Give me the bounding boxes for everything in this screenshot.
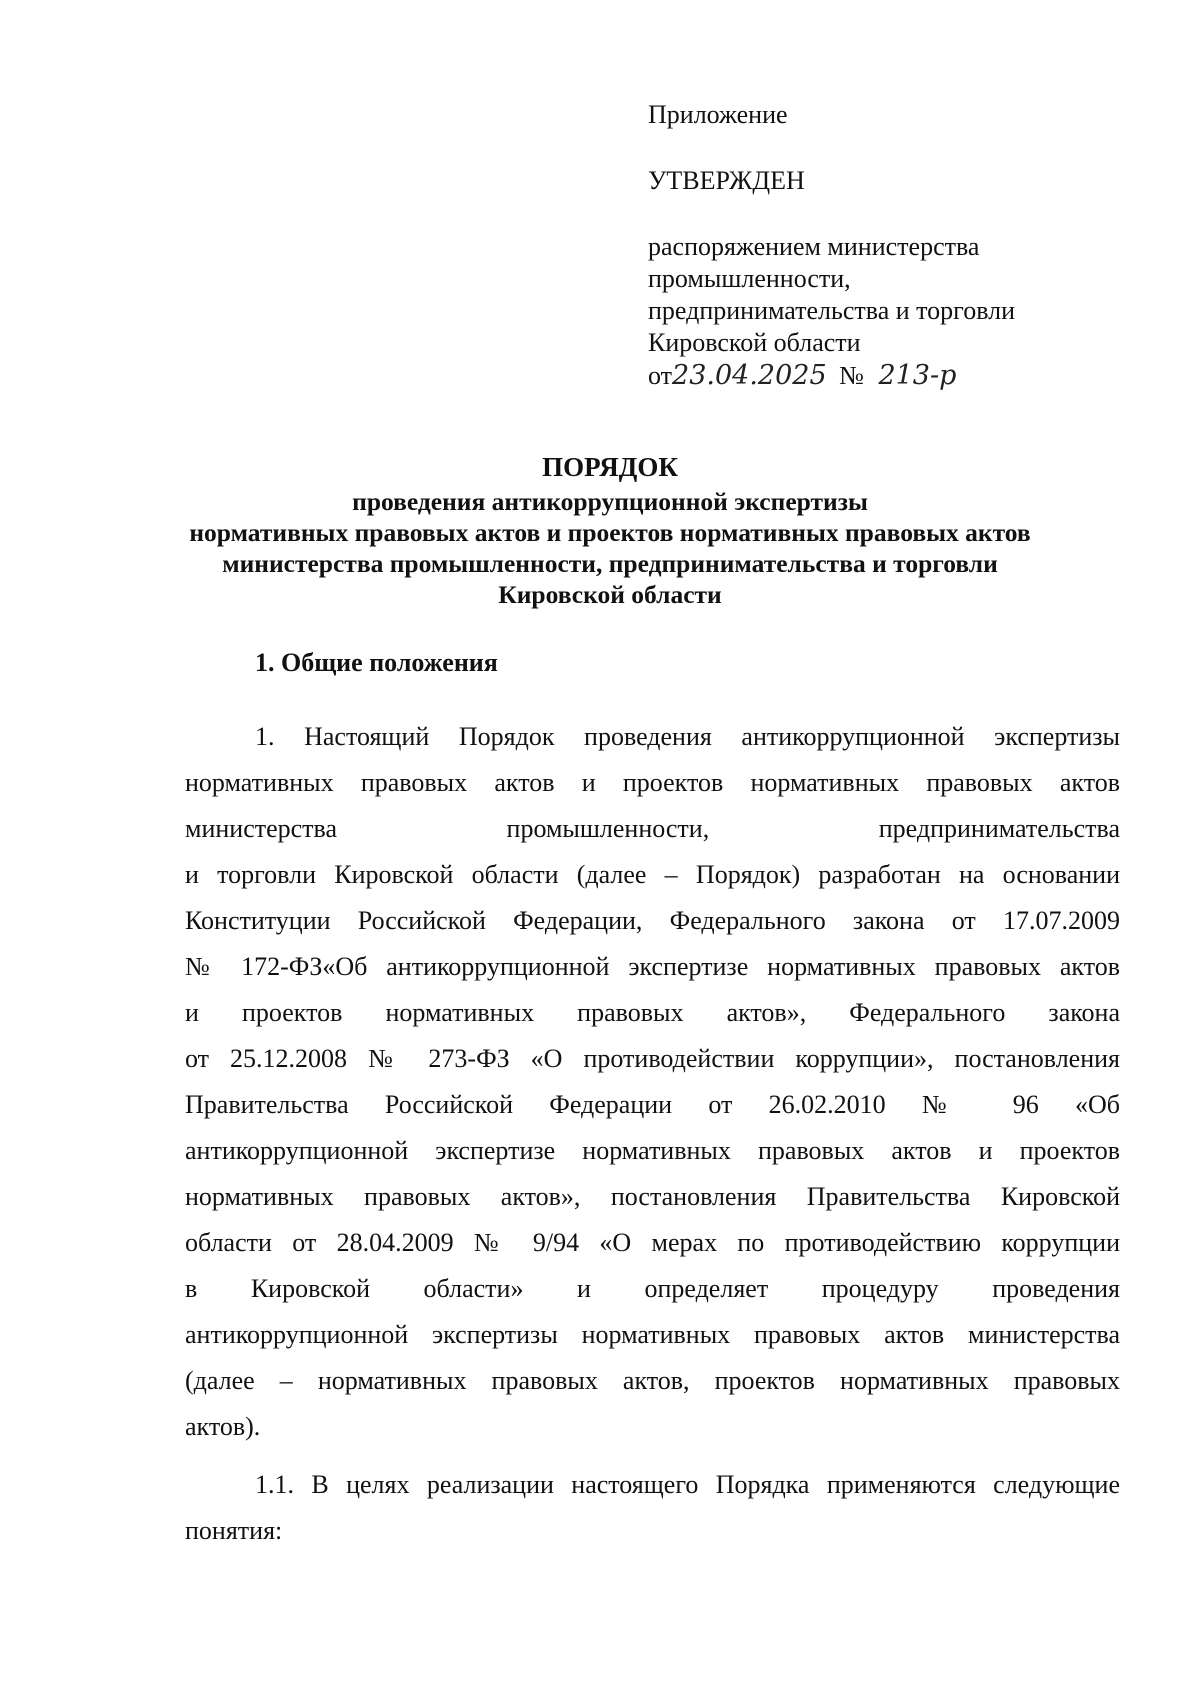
paragraph-1-line: антикоррупционной экспертизе нормативных правовых актов и проектов [185,1136,1120,1165]
section-heading: 1. Общие положения [255,648,498,677]
paragraph-1-line: (далее – нормативных правовых актов, проектов нормативных правовых [185,1366,1120,1395]
paragraph-1-line: нормативных правовых актов и проектов нормативных правовых актов [185,768,1120,797]
title-line-3: министерства промышленности, предпринимательства и торговли [222,549,998,578]
date-prefix: от [648,361,673,390]
paragraph-1-line: и торговли Кировской области (далее – Порядок) разработан на основании [185,860,1120,889]
handwritten-date: 23.04.2025 [672,360,827,391]
title-main: ПОРЯДОК [542,452,678,482]
approved-label: УТВЕРЖДЕН [648,166,805,195]
paragraph-1-line: № 172-ФЗ«Об антикоррупционной экспертизе нормативных правовых актов [185,952,1120,981]
title-line-2: нормативных правовых актов и проектов нормативных правовых актов [189,518,1031,547]
paragraph-1-line: области от 28.04.2009 № 9/94 «О мерах по противодействию коррупции [185,1228,1120,1257]
order-date-line [648,360,956,391]
paragraph-1-line: Конституции Российской Федерации, Федерального закона от 17.07.2009 [185,906,1120,935]
paragraph-1-line: 1. Настоящий Порядок проведения антикоррупционной экспертизы [255,722,1120,751]
handwritten-number: 213-р [878,360,957,391]
paragraph-1-line: и проектов нормативных правовых актов», Федерального закона [185,998,1120,1027]
paragraph-2-line: 1.1. В целях реализации настоящего Порядка применяются следующие [255,1470,1120,1499]
paragraph-2-line: понятия: [185,1516,283,1545]
title-line-4: Кировской области [498,580,722,609]
paragraph-1-line: министерства промышленности, предпринимательства [185,814,1120,843]
order-line-4: Кировской области [648,328,861,357]
order-line-3: предпринимательства и торговли [648,296,1016,325]
order-line-2: промышленности, [648,264,851,293]
paragraph-1-line: в Кировской области» и определяет процедуру проведения [185,1274,1120,1303]
document-title [150,452,1070,610]
paragraph-1-line: от 25.12.2008 № 273-ФЗ «О противодействии коррупции», постановления [185,1044,1120,1073]
number-sign: № [839,361,864,390]
title-line-1: проведения антикоррупционной экспертизы [352,487,868,516]
paragraph-1-line: антикоррупционной экспертизы нормативных правовых актов министерства [185,1320,1120,1349]
order-line-1: распоряжением министерства [648,232,980,261]
paragraph-1-line: актов). [185,1412,261,1441]
appendix-label: Приложение [648,100,788,129]
paragraph-1-line: Правительства Российской Федерации от 26.02.2010 № 96 «Об [185,1090,1120,1119]
paragraph-1-line: нормативных правовых актов», постановления Правительства Кировской [185,1182,1120,1211]
